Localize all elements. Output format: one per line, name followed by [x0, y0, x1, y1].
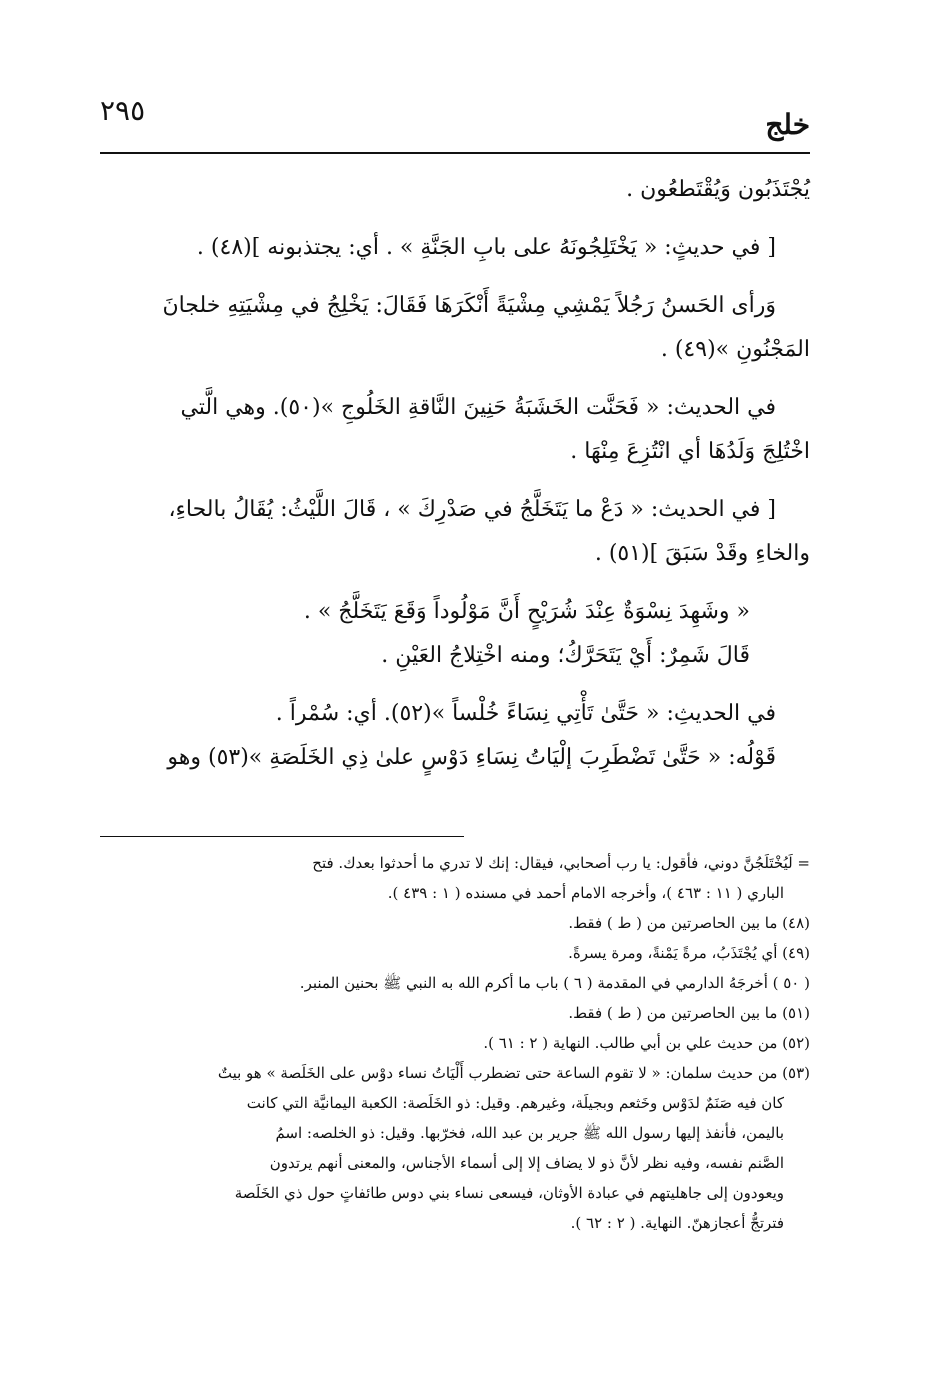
footnote-51: (٥١) ما بين الحاصرتين من ( ط ) فقط.	[568, 1004, 810, 1022]
header-rule	[100, 152, 810, 154]
main-text	[100, 168, 810, 780]
paragraph-5-line-2: والخاءِ وقَدْ سَبَقَ ](٥١) .	[594, 541, 810, 566]
footnote-49: (٤٩) أي يُجْتَذَبُ، مرةً يَمْنةً، ومرة يسرةً.	[568, 944, 810, 962]
paragraph-4-line-1: في الحديث: « فَحَنَّت الخَشَبَةُ حَنِينَ النَّاقةِ الخَلُوجِ »(٥٠). وهي الَّتي	[180, 395, 776, 420]
paragraph-5-line-1: [ في الحديث: « دَعْ ما يَتَخَلَّجُ في صَدْرِكَ » ، قَالَ اللَّيْثُ: يُقَالُ بالحاءِ،	[168, 497, 776, 522]
paragraph-7	[100, 692, 810, 780]
footnote-continuation-line-2: الباري ( ١١ : ٤٦٣ )، وأخرجه الامام أحمد في مسنده ( ١ : ٤٣٩ ).	[387, 884, 784, 902]
paragraph-3	[100, 284, 810, 372]
footnote-52: (٥٢) من حديث علي بن أبي طالب. النهاية ( ٢ : ٦١ ).	[483, 1034, 810, 1052]
footnote-53-line-1: (٥٣) من حديث سلمان: « لا تقوم الساعة حتى تضطرب أَلْيَاتُ نساء دوْس على الخَلَصة » هو بيتٌ	[217, 1064, 810, 1082]
footnote-53-line-2: كان فيه صَنَمٌ لدَوْس وخَثعم وبجيلَة، وغيرهم. وقيل: ذو الخَلَصة: الكعبة اليمانيَّة التي كانت	[246, 1094, 784, 1112]
paragraph-5	[100, 488, 810, 576]
footnote-50: ( ٥٠ ) أخرجَهُ الدارمي في المقدمة ( ٦ ) باب ما أكرم الله به النبي ﷺ بحنين المنبر.	[299, 974, 810, 992]
footnotes	[100, 848, 810, 1238]
footnote-53-line-4: الصَّنم نفسه، وفيه نظر لأنَّ ذو لا يضاف إلا إلى أسماء الأجناس، والمعنى أنهم يرتدون	[269, 1154, 784, 1172]
paragraph-7-line-2: قَوْلُه: « حَتَّىٰ تَضْطَرِبَ إلْيَاتُ نِسَاءِ دَوْسٍ علىٰ ذِي الخَلَصَةِ »(٥٣) وهو	[167, 745, 776, 770]
paragraph-3-line-2: المَجْنُونِ »(٤٩) .	[660, 337, 810, 362]
page-number: ٢٩٥	[100, 94, 146, 127]
paragraph-6-line-1: « وشَهِدَ نِسْوَةٌ عِنْدَ شُرَيْحٍ أَنَّ مَوْلُوداً وَقَعَ يَتَخَلَّجُ » .	[303, 599, 750, 624]
footnote-separator	[100, 836, 464, 837]
paragraph-4	[100, 386, 810, 474]
paragraph-6-line-2: قَالَ شَمِرٌ: أَيْ يَتَحَرَّكُ؛ ومنه اخْتِلاجُ العَيْنِ .	[381, 643, 750, 668]
paragraph-7-line-1: في الحديثِ: « حَتَّىٰ تَأْتِي نِسَاءً خُلْساً »(٥٢). أي: سُمْراً .	[275, 701, 776, 726]
footnote-53-line-5: ويعودون إلى جاهليتهم في عبادة الأوثان، فيسعى نساء بني دوس طائفاتٍ حول ذي الخَلَصة	[234, 1184, 784, 1202]
paragraph-2: [ في حديثٍ: « يَخْتَلِجُونَهُ على بابِ الجَنَّةِ » . أي: يجتذبونه ](٤٨) .	[196, 235, 776, 260]
footnote-53-line-3: باليمن، فأنفذ إليها رسول الله ﷺ جرير بن عبد الله، فخرّبها. وقيل: ذو الخلصه: اسمُ	[275, 1124, 784, 1142]
paragraph-1: يُجْتَذَبُون وَيُقْتَطعُون .	[626, 177, 810, 202]
footnote-continuation-line-1: = لَيُخْتَلَجُنَّ دوني، فأقول: يا رب أصحابي، فيقال: إنك لا تدري ما أحدثوا بعدك. فتح	[312, 854, 810, 872]
paragraph-3-line-1: وَرأى الحَسنُ رَجُلاً يَمْشِي مِشْيَةً أَنْكَرَهَا فَقَالَ: يَخْلِجُ في مِشْيَتِهِ خلجانَ	[162, 293, 776, 318]
paragraph-4-line-2: اخْتُلِجَ وَلَدُهَا أي انْتُزِعَ مِنْهَا .	[570, 439, 810, 464]
footnote-48: (٤٨) ما بين الحاصرتين من ( ط ) فقط.	[568, 914, 810, 932]
footnote-53-line-6: فترتجُّ أعجازهنّ. النهاية. ( ٢ : ٦٢ ).	[570, 1214, 784, 1232]
paragraph-6	[100, 590, 810, 678]
header-title: خلج	[765, 108, 810, 141]
